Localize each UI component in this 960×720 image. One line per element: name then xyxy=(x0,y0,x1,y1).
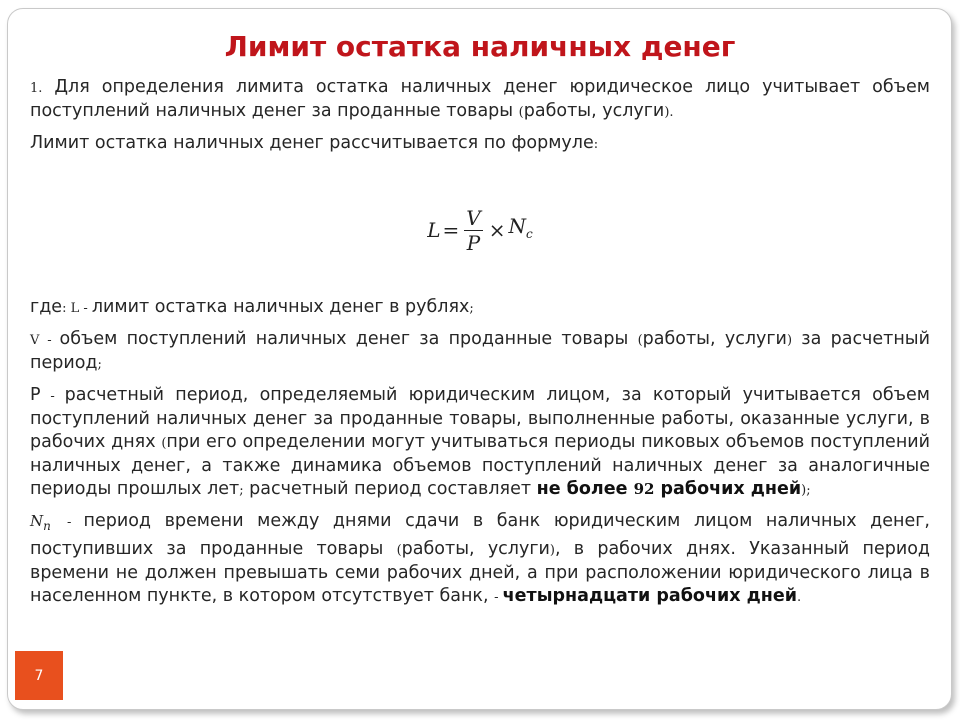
slide-content xyxy=(30,76,930,617)
definition-l: где: L - лимит остатка наличных денег в рублях; xyxy=(30,297,474,317)
page-number-badge xyxy=(15,651,63,700)
formula-n: $N_c$ xyxy=(508,213,533,241)
bold-fourteen-days: четырнадцати рабочих дней xyxy=(502,586,797,606)
formula-denominator: P xyxy=(466,230,481,255)
paragraph-intro: 1. Для определения лимита остатка наличных денег юридическое лицо учитывает объем поступлений наличных денег за проданные товары (работы, услуги). xyxy=(30,77,930,121)
formula-times: × xyxy=(488,217,506,242)
item-number: 1. xyxy=(30,81,43,96)
formula-lhs: L xyxy=(427,217,441,242)
definition-p: P - расчетный период, определяемый юридическим лицом, за который учитывается объем поступлений наличных денег за проданные товары, выполненные работы, оказанные услуги, в рабочих днях (при его определении могут учитываться периоды пиковых объемов поступлений наличных денег, а также динамика объемов поступлений наличных денег за аналогичные периоды прошлых лет; расчетный период составляет не более 92 рабочих дней); xyxy=(30,385,931,499)
definition-n: $N_n$ - период времени между днями сдачи в банк юридическим лицом наличных денег, поступивших за проданные товары (работы, услуги), в рабочих днях. Указанный период времени не должен превышать семи рабочих дней, а при расположении юридического лица в населенном пункте, в котором отсутствует банк, - четырнадцати рабочих дней. xyxy=(30,511,930,606)
formula-equals: = xyxy=(442,217,460,242)
formula-fraction xyxy=(464,207,482,254)
formula xyxy=(30,164,930,296)
slide-title: Лимит остатка наличных денег xyxy=(224,30,736,63)
nn-symbol: $N_n$ xyxy=(30,512,51,533)
bold-limit: не более 92 рабочих дней xyxy=(536,479,802,499)
page-number: 7 xyxy=(34,667,44,684)
definition-v: V - объем поступлений наличных денег за проданные товары (работы, услуги) за расчетный период; xyxy=(30,329,930,373)
paragraph-formula-intro: Лимит остатка наличных денег рассчитывается по формуле: xyxy=(30,133,599,153)
formula-numerator: V xyxy=(466,205,481,230)
